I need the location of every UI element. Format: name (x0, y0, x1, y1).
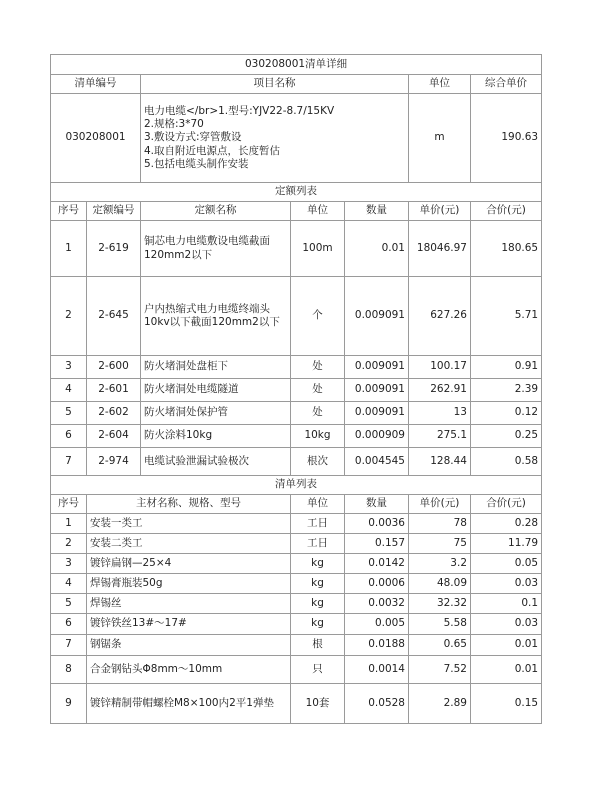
quota-header: 单位 (291, 202, 345, 221)
material-price: 2.89 (409, 684, 471, 724)
quota-no: 4 (51, 379, 87, 402)
quota-unit: 处 (291, 379, 345, 402)
material-price: 32.32 (409, 594, 471, 614)
quota-unit: 100m (291, 221, 345, 277)
quota-qty: 0.009091 (345, 356, 409, 379)
quota-header: 单价(元) (409, 202, 471, 221)
quota-unit: 10kg (291, 425, 345, 448)
material-name: 镀锌扁钢—25×4 (87, 554, 291, 574)
material-total: 0.03 (471, 614, 542, 635)
quota-code: 2-619 (87, 221, 141, 277)
material-unit: 工日 (291, 534, 345, 554)
quota-no: 5 (51, 402, 87, 425)
quota-total: 2.39 (471, 379, 542, 402)
material-total: 0.1 (471, 594, 542, 614)
material-unit: 只 (291, 656, 345, 684)
material-qty: 0.0006 (345, 574, 409, 594)
quota-price: 275.1 (409, 425, 471, 448)
quota-price: 100.17 (409, 356, 471, 379)
quota-name: 防火堵洞处盘柜下 (141, 356, 291, 379)
quota-qty: 0.000909 (345, 425, 409, 448)
quota-code: 2-645 (87, 277, 141, 356)
quota-price: 262.91 (409, 379, 471, 402)
material-total: 0.05 (471, 554, 542, 574)
summary-code: 030208001 (51, 94, 141, 183)
material-qty: 0.0528 (345, 684, 409, 724)
quota-no: 1 (51, 221, 87, 277)
material-unit: kg (291, 574, 345, 594)
material-no: 3 (51, 554, 87, 574)
material-qty: 0.0188 (345, 635, 409, 656)
quota-name: 防火堵洞处保护管 (141, 402, 291, 425)
material-qty: 0.005 (345, 614, 409, 635)
quota-unit: 个 (291, 277, 345, 356)
header-unit: 单位 (409, 75, 471, 94)
material-name: 焊锡膏瓶装50g (87, 574, 291, 594)
quota-price: 128.44 (409, 448, 471, 476)
material-unit: 10套 (291, 684, 345, 724)
quota-header: 数量 (345, 202, 409, 221)
material-no: 8 (51, 656, 87, 684)
quota-header: 定额编号 (87, 202, 141, 221)
detail-table (50, 54, 542, 724)
material-total: 11.79 (471, 534, 542, 554)
material-total: 0.15 (471, 684, 542, 724)
material-no: 4 (51, 574, 87, 594)
material-unit: kg (291, 614, 345, 635)
quota-header: 合价(元) (471, 202, 542, 221)
material-total: 0.01 (471, 656, 542, 684)
material-no: 9 (51, 684, 87, 724)
material-price: 75 (409, 534, 471, 554)
quota-total: 180.65 (471, 221, 542, 277)
summary-unit: m (409, 94, 471, 183)
material-name: 镀锌精制带帽螺栓M8×100内2平1弹垫 (87, 684, 291, 724)
summary-price: 190.63 (471, 94, 542, 183)
material-no: 7 (51, 635, 87, 656)
quota-section-title: 定额列表 (51, 183, 542, 202)
quota-code: 2-602 (87, 402, 141, 425)
quota-total: 5.71 (471, 277, 542, 356)
quota-qty: 0.009091 (345, 402, 409, 425)
material-total: 0.28 (471, 514, 542, 534)
material-qty: 0.157 (345, 534, 409, 554)
quota-name: 电缆试验泄漏试验极次 (141, 448, 291, 476)
quota-code: 2-604 (87, 425, 141, 448)
header-price: 综合单价 (471, 75, 542, 94)
quota-name: 铜芯电力电缆敷设电缆截面120mm2以下 (141, 221, 291, 277)
materials-header: 主材名称、规格、型号 (87, 495, 291, 514)
material-qty: 0.0014 (345, 656, 409, 684)
quota-code: 2-601 (87, 379, 141, 402)
quota-qty: 0.004545 (345, 448, 409, 476)
material-total: 0.01 (471, 635, 542, 656)
material-no: 2 (51, 534, 87, 554)
summary-name: 电力电缆</br>1.型号:YJV22-8.7/15KV 2.规格:3*70 3.敷设方式:穿管敷设 4.取自附近电源点，长度暂估 5.包括电缆头制作安装 (141, 94, 409, 183)
material-no: 1 (51, 514, 87, 534)
material-name: 合金钢钻头Φ8mm～10mm (87, 656, 291, 684)
material-unit: 根 (291, 635, 345, 656)
quota-header: 定额名称 (141, 202, 291, 221)
material-name: 镀锌铁丝13#～17# (87, 614, 291, 635)
quota-code: 2-974 (87, 448, 141, 476)
quota-qty: 0.009091 (345, 379, 409, 402)
material-qty: 0.0142 (345, 554, 409, 574)
material-total: 0.03 (471, 574, 542, 594)
material-price: 78 (409, 514, 471, 534)
quota-qty: 0.009091 (345, 277, 409, 356)
material-price: 0.65 (409, 635, 471, 656)
material-name: 焊锡丝 (87, 594, 291, 614)
material-qty: 0.0036 (345, 514, 409, 534)
quota-no: 3 (51, 356, 87, 379)
quota-total: 0.91 (471, 356, 542, 379)
quota-header: 序号 (51, 202, 87, 221)
quota-name: 防火涂料10kg (141, 425, 291, 448)
quota-unit: 根次 (291, 448, 345, 476)
quota-code: 2-600 (87, 356, 141, 379)
materials-header: 数量 (345, 495, 409, 514)
material-no: 5 (51, 594, 87, 614)
material-name: 安装一类工 (87, 514, 291, 534)
material-unit: kg (291, 554, 345, 574)
material-name: 安装二类工 (87, 534, 291, 554)
materials-header: 序号 (51, 495, 87, 514)
material-unit: kg (291, 594, 345, 614)
quota-name: 户内热缩式电力电缆终端头10kv以下截面120mm2以下 (141, 277, 291, 356)
quota-total: 0.25 (471, 425, 542, 448)
quota-unit: 处 (291, 402, 345, 425)
quota-price: 627.26 (409, 277, 471, 356)
quota-price: 18046.97 (409, 221, 471, 277)
quota-name: 防火堵洞处电缆隧道 (141, 379, 291, 402)
material-unit: 工日 (291, 514, 345, 534)
quota-no: 7 (51, 448, 87, 476)
materials-section-title: 清单列表 (51, 476, 542, 495)
quota-qty: 0.01 (345, 221, 409, 277)
materials-header: 单位 (291, 495, 345, 514)
quota-unit: 处 (291, 356, 345, 379)
material-price: 5.58 (409, 614, 471, 635)
header-code: 清单编号 (51, 75, 141, 94)
material-no: 6 (51, 614, 87, 635)
quota-total: 0.58 (471, 448, 542, 476)
material-price: 48.09 (409, 574, 471, 594)
materials-header: 单价(元) (409, 495, 471, 514)
material-qty: 0.0032 (345, 594, 409, 614)
material-price: 7.52 (409, 656, 471, 684)
material-name: 钢锯条 (87, 635, 291, 656)
material-price: 3.2 (409, 554, 471, 574)
quota-price: 13 (409, 402, 471, 425)
materials-header: 合价(元) (471, 495, 542, 514)
page-title: 030208001清单详细 (51, 55, 542, 75)
header-name: 项目名称 (141, 75, 409, 94)
quota-no: 2 (51, 277, 87, 356)
quota-total: 0.12 (471, 402, 542, 425)
quota-no: 6 (51, 425, 87, 448)
